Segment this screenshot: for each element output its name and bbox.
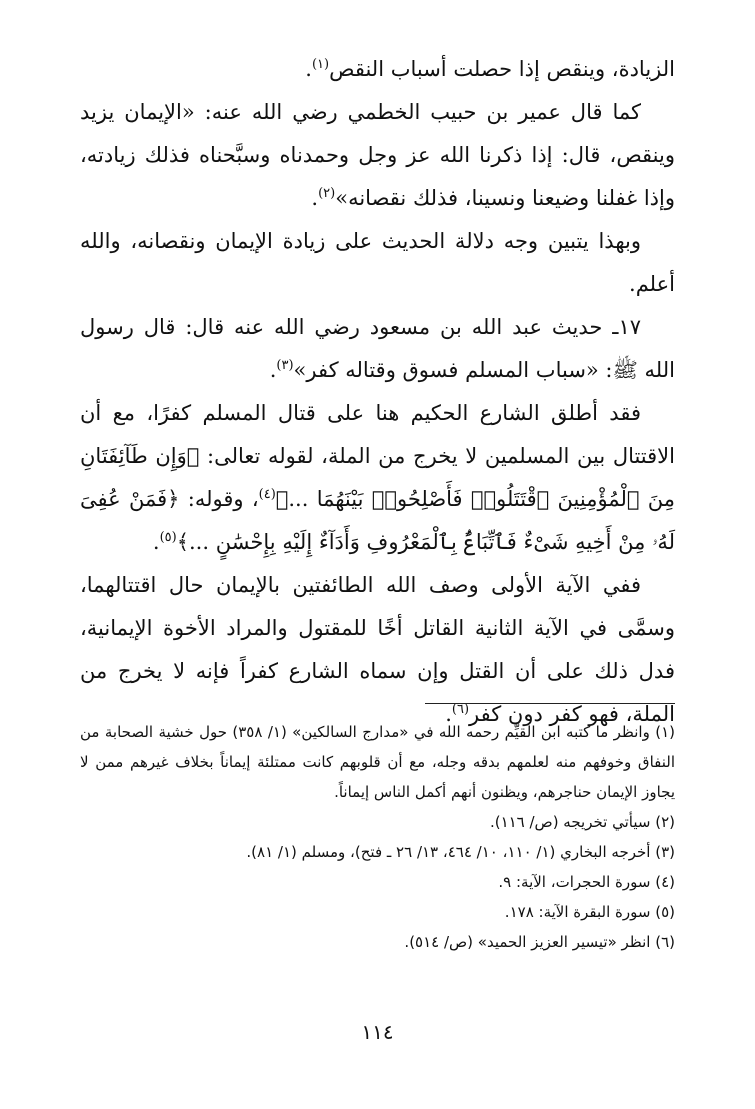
footnote-ref-3: (٣): [276, 358, 294, 373]
footnote-5: (٥) سورة البقرة الآية: ١٧٨.: [504, 903, 675, 921]
paragraph-5-end: .: [152, 530, 160, 554]
footnote-3: (٣) أخرجه البخاري (١/ ١١٠، ١٠/ ٤٦٤، ١٣/ ٢٦ ـ فتح)، ومسلم (١/ ٨١).: [246, 843, 675, 861]
paragraph-1-text: الزيادة، وينقص إذا حصلت أسباب النقص: [329, 57, 675, 81]
paragraph-1: [80, 48, 675, 91]
paragraph-6: [80, 564, 675, 736]
hadith-17-paragraph: [80, 306, 675, 392]
paragraph-3-text: وبهذا يتبين وجه دلالة الحديث على زيادة الإيمان ونقصانه، والله أعلم.: [80, 229, 675, 296]
paragraph-5-verse-1: فقد أطلق الشارع الحكيم هنا على قتال المسلم كفرًا، مع أن الاقتتال بين المسلمين لا يخرج من الملة، لقوله تعالى: ﴿وَإِن طَآئِفَتَانِ مِنَ ٱلْمُؤْمِنِينَ ٱقْتَتَلُوا۟ فَأَصْلِحُوا۟ بَيْنَهُمَا ...﴾: [80, 401, 675, 511]
paragraph-2-text: كما قال عمير بن حبيب الخطمي رضي الله عنه: «الإيمان يزيد وينقص، قال: إذا ذكرنا الله عز وجل وحمدناه وسبَّحناه فذلك زيادته، وإذا غفلنا وضيعنا ونسينا، فذلك نقصانه»: [80, 100, 675, 210]
footnote-ref-4: (٤): [258, 487, 276, 502]
main-text: [80, 48, 675, 736]
footnote-ref-2: (٢): [318, 186, 336, 201]
footnotes: [80, 717, 675, 957]
footnote-ref-6: (٦): [451, 702, 470, 717]
footnote-ref-1: (١): [311, 57, 330, 72]
paragraph-6-text: ففي الآية الأولى وصف الله الطائفتين بالإيمان حال اقتتالهما، وسمَّى في الآية الثانية القاتل أخًا للمقتول والمراد الأخوة الإيمانية، فدل ذلك على أن القتل وإن سماه الشارع كفراً فإنه لا يخرج من الملة، فهو كفر دون كفر: [80, 573, 675, 726]
paragraph-3: [80, 220, 675, 306]
paragraph-1-end: .: [305, 57, 312, 81]
footnote-2: (٢) سيأتي تخريجه (ص/ ١١٦).: [489, 813, 675, 831]
footnote-divider: [425, 703, 675, 704]
paragraph-2: [80, 91, 675, 220]
paragraph-2-end: .: [311, 186, 319, 210]
page-number: ١١٤: [361, 1020, 394, 1044]
footnote-1: (١) وانظر ما كتبه ابن القيِّم رحمه الله في «مدارج السالكين» (١/ ٣٥٨) حول خشية الصحابة من النفاق وخوفهم منه لعلمهم بدقه وجله، مع أن قلوبهم كانت ممتلئة إيماناً بخلاف غيرهم ممن لا يجاوز الإيمان حناجرهم، ويظنون أنهم أكمل الناس إيماناً.: [80, 723, 675, 801]
hadith-17-end: .: [269, 358, 277, 382]
hadith-17-text: ١٧ـ حديث عبد الله بن مسعود رضي الله عنه قال: قال رسول الله ﷺ: «سباب المسلم فسوق وقتاله كفر»: [80, 315, 675, 382]
paragraph-5-verse-2: ، وقوله: ﴿فَمَنْ عُفِىَ لَهُۥ مِنْ أَخِيهِ شَىْءٌ فَٱتِّبَاعٌۢ بِٱلْمَعْرُوفِ وَأَدَآءٌ إِلَيْهِ بِإِحْسَٰنٍ ...﴾: [80, 487, 675, 554]
footnote-ref-5: (٥): [159, 530, 177, 545]
paragraph-6-end: .: [445, 702, 452, 726]
footnote-4: (٤) سورة الحجرات، الآية: ٩.: [498, 873, 675, 891]
footnote-6: (٦) انظر «تيسير العزيز الحميد» (ص/ ٥١٤).: [404, 933, 675, 951]
paragraph-5: [80, 392, 675, 564]
